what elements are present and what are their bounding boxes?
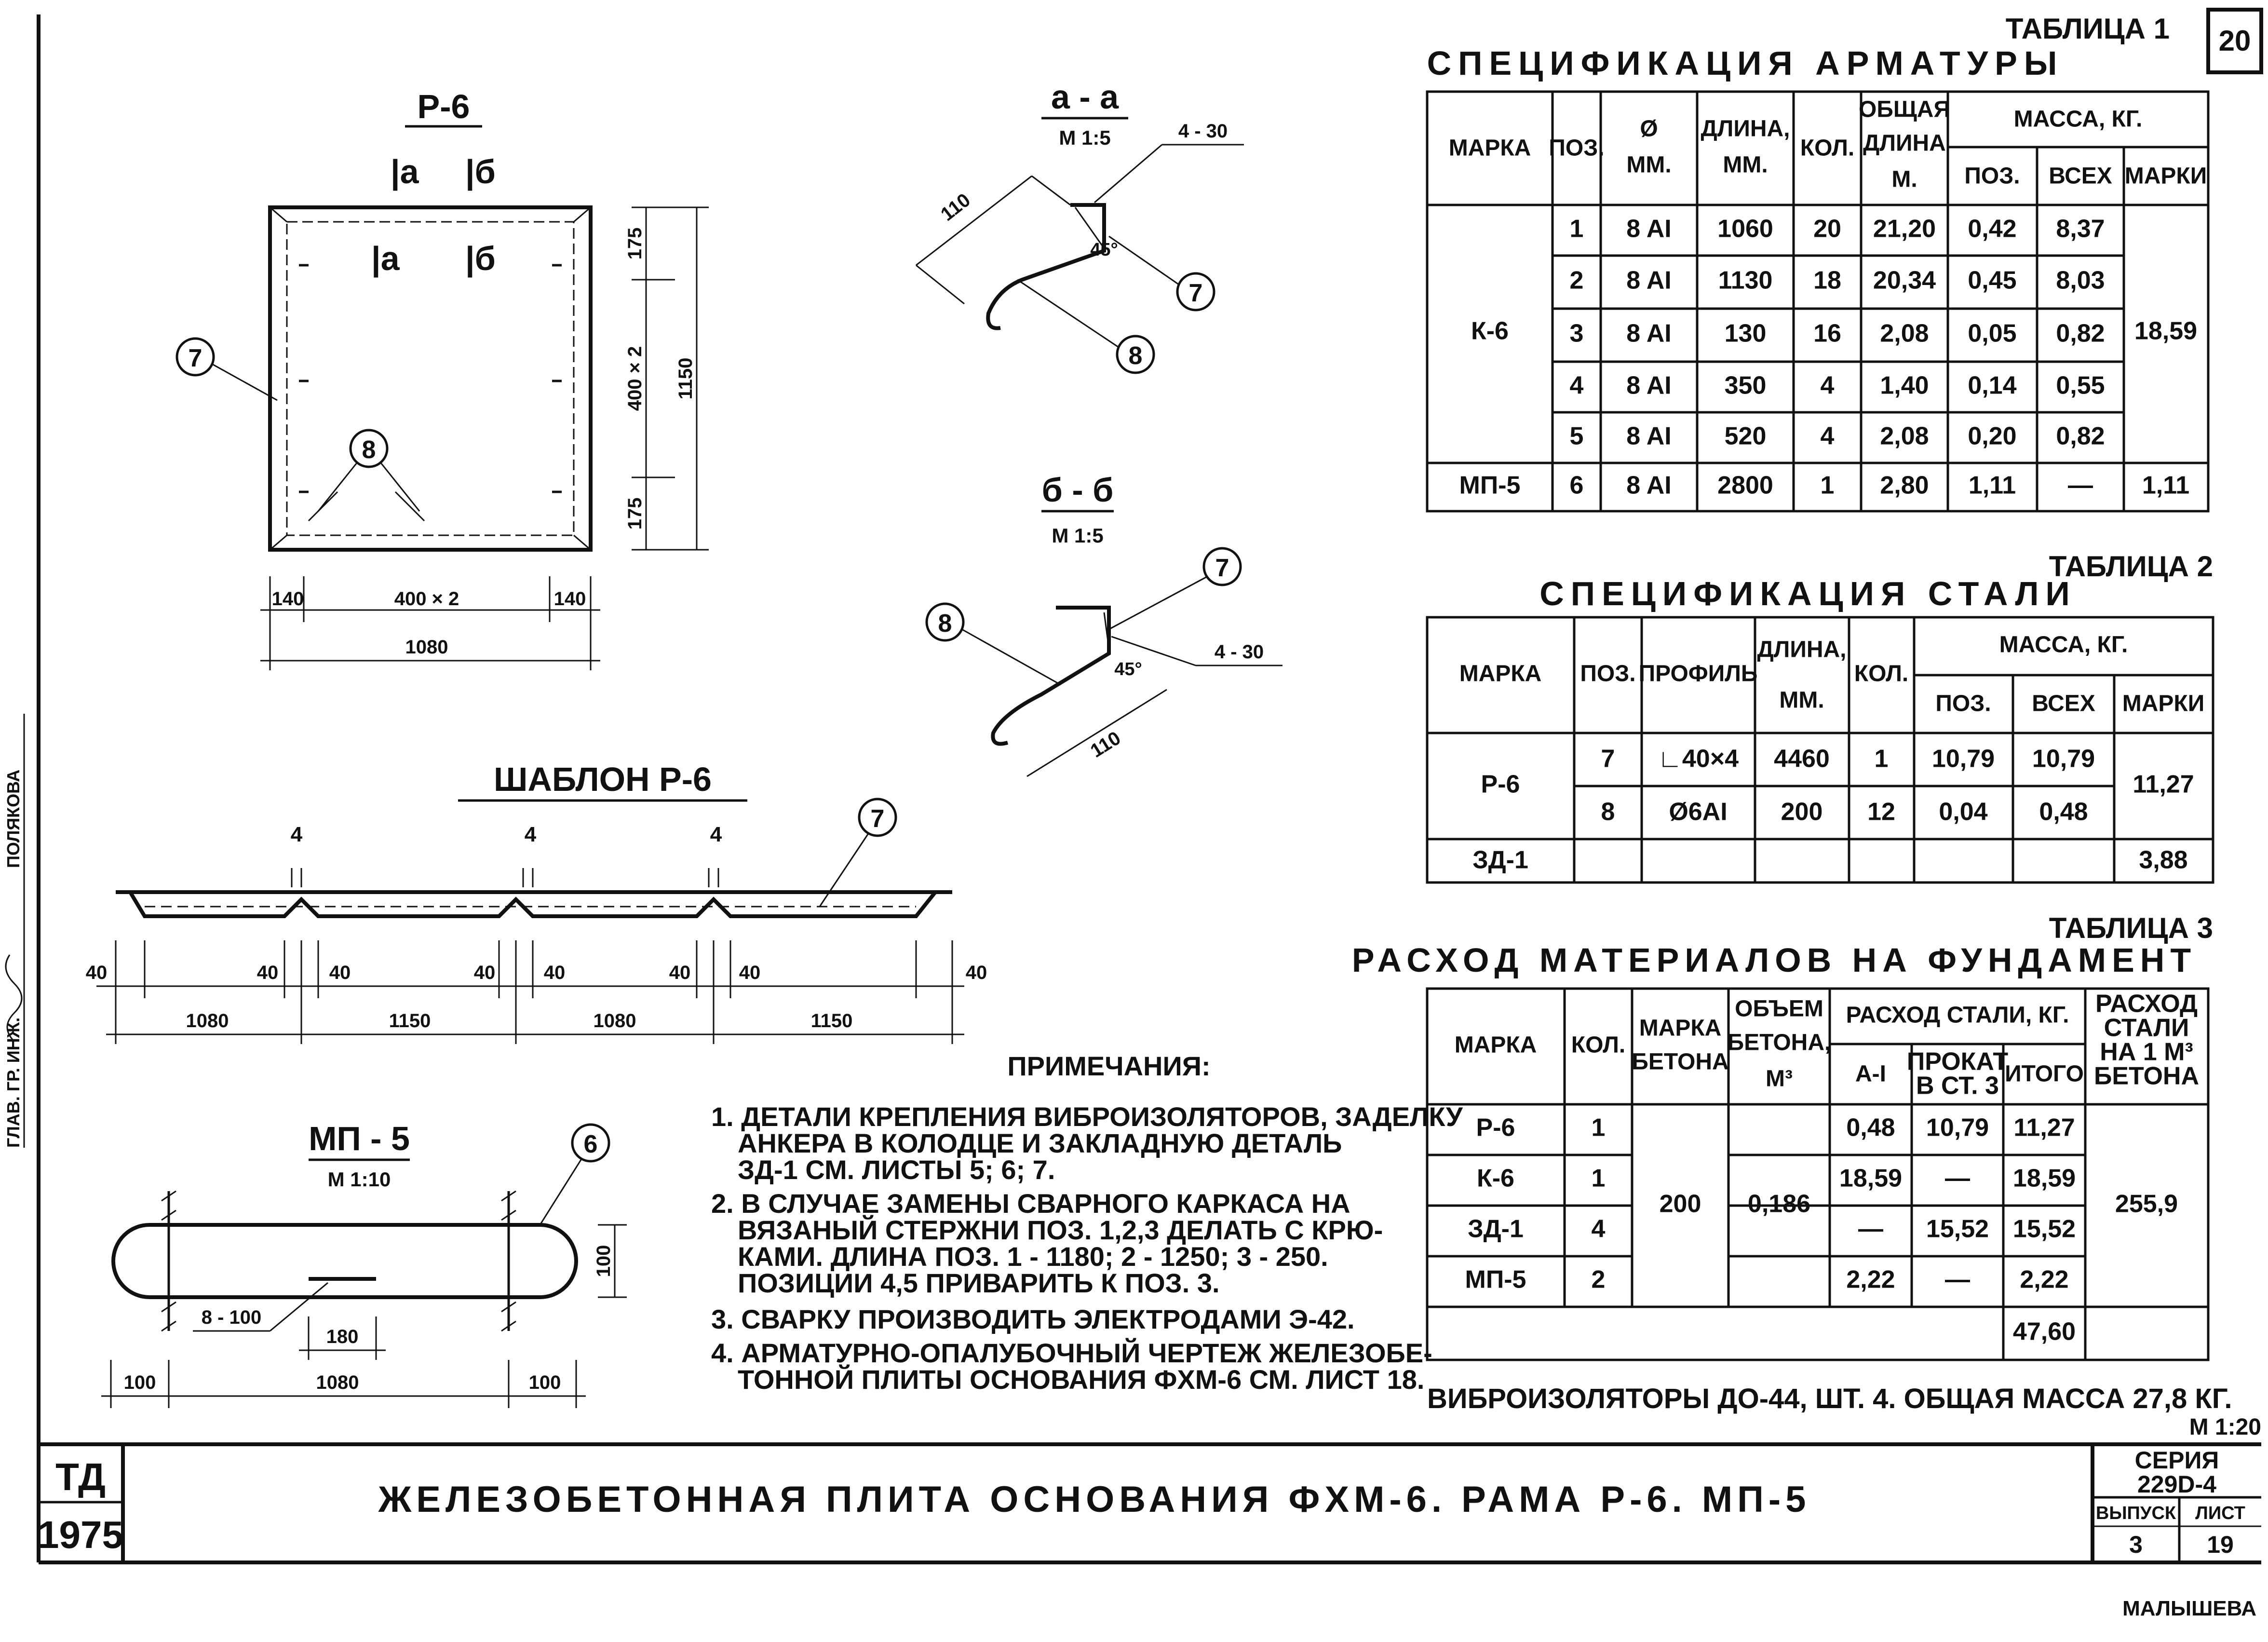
- side-stamp: [3, 714, 24, 1148]
- mp5-loop: [113, 1225, 576, 1297]
- table2-title: СПЕЦИФИКАЦИЯ СТАЛИ: [1539, 575, 2077, 612]
- table-1-reinforcement: [1427, 13, 2208, 511]
- t1-cell: 8 AI: [1626, 319, 1672, 348]
- t1-cell: 0,05: [1968, 319, 2017, 348]
- t1-cell: 2800: [1717, 471, 1773, 500]
- drawing-r6: [177, 88, 709, 670]
- t2-cell: 0,48: [2039, 798, 2088, 826]
- t2-mark-r6: Р-6: [1481, 770, 1520, 799]
- shablon-dim-40-f: 40: [669, 962, 691, 983]
- bb-dim-110: 110: [1087, 727, 1125, 762]
- t3-h-kol: КОЛ.: [1571, 1032, 1626, 1058]
- r6-pos-8: 8: [362, 436, 376, 464]
- t1-h-m-mark: МАРКИ: [2124, 163, 2207, 189]
- t3-row-4: [1465, 1266, 2069, 1294]
- vibro-note: ВИБРОИЗОЛЯТОРЫ ДО-44, ШТ. 4. ОБЩАЯ МАССА 27,8 КГ.: [1427, 1383, 2232, 1414]
- t1-row-2: [1570, 267, 2105, 295]
- list-value: 19: [2207, 1531, 2234, 1558]
- author-name: МАЛЫШЕВА: [2122, 1597, 2256, 1620]
- t3-row-1: [1476, 1114, 2075, 1142]
- t1-cell: 8 AI: [1626, 371, 1672, 400]
- t1-h-kol: КОЛ.: [1800, 135, 1855, 161]
- note-line-10: ТОННОЙ ПЛИТЫ ОСНОВАНИЯ ФХМ-6 СМ. ЛИСТ 18.: [738, 1364, 1425, 1395]
- aa-weld: 4 - 30: [1178, 121, 1228, 142]
- t3-cell: 18,59: [2012, 1164, 2076, 1193]
- t2-mark-zd-mass: 3,88: [2139, 846, 2188, 874]
- shablon-dim-40-g: 40: [739, 962, 761, 983]
- shablon-gap-1: 4: [290, 823, 303, 846]
- t3-cell: 18,59: [1839, 1164, 1903, 1193]
- shablon-dim-40-h: 40: [965, 962, 987, 983]
- t1-cell: 18: [1813, 266, 1841, 295]
- t1-h-total2: ДЛИНА: [1863, 130, 1946, 156]
- t3-h-per2: СТАЛИ: [2104, 1014, 2189, 1042]
- r6-outer-frame: [270, 207, 591, 550]
- dim-1080-h: 1080: [405, 637, 448, 658]
- t1-mark-k6-mass: 18,59: [2134, 317, 2198, 345]
- t2-cell: 10,79: [1931, 745, 1995, 773]
- t1-cell: 6: [1569, 471, 1584, 500]
- t2-h-m-all: ВСЕХ: [2032, 691, 2095, 717]
- t2-h-kol: КОЛ.: [1854, 661, 1909, 687]
- t2-h-marka: МАРКА: [1459, 661, 1542, 687]
- t2-h-len-unit: ММ.: [1779, 687, 1824, 713]
- shablon-dim-40-b: 40: [256, 962, 279, 983]
- seria-value: 229D-4: [2137, 1471, 2216, 1498]
- t3-row-2: [1477, 1165, 2076, 1193]
- t1-cell: 8,03: [2056, 266, 2105, 295]
- note-line-8: 3. СВАРКУ ПРОИЗВОДИТЬ ЭЛЕКТРОДАМИ Э-42.: [711, 1304, 1355, 1334]
- t1-cell: —: [2068, 471, 2093, 500]
- t1-row-3: [1570, 320, 2105, 348]
- t1-cell: 16: [1813, 319, 1841, 348]
- t3-h-a1: А-I: [1855, 1061, 1886, 1087]
- t1-cell: 1: [1569, 215, 1584, 243]
- t3-cell: —: [1945, 1164, 1970, 1193]
- table1-title: СПЕЦИФИКАЦИЯ АРМАТУРЫ: [1427, 44, 2064, 82]
- cut-a-top: |а: [391, 153, 419, 190]
- aa-pos-7: 7: [1188, 279, 1203, 307]
- t1-cell: 8,37: [2056, 215, 2105, 243]
- shablon-dim-1080-b: 1080: [593, 1010, 636, 1031]
- vypusk-label: ВЫПУСК: [2095, 1503, 2176, 1523]
- shablon-dim-40-a: 40: [85, 962, 108, 983]
- note-line-9: 4. АРМАТУРНО-ОПАЛУБОЧНЫЙ ЧЕРТЕЖ ЖЕЛЕЗОБЕ-: [711, 1338, 1432, 1368]
- note-line-7: ПОЗИЦИИ 4,5 ПРИВАРИТЬ К ПОЗ. 3.: [738, 1268, 1220, 1298]
- bb-pos-8: 8: [938, 610, 952, 638]
- t1-h-diam-unit: ММ.: [1626, 152, 1672, 178]
- t2-cell: Ø6AI: [1669, 798, 1728, 826]
- t1-h-total1: ОБЩАЯ: [1859, 96, 1950, 122]
- t2-cell: ∟40×4: [1657, 745, 1739, 773]
- t3-cell: 1: [1591, 1164, 1606, 1193]
- shablon-dim-40-c: 40: [329, 962, 351, 983]
- table2-label: ТАБЛИЦА 2: [2049, 550, 2213, 583]
- t1-h-m-all: ВСЕХ: [2049, 163, 2112, 189]
- table-2-steel: [1427, 550, 2213, 882]
- t3-cell: 15,52: [1926, 1215, 1989, 1243]
- t1-cell: 1130: [1718, 266, 1773, 295]
- t3-total: 47,60: [2012, 1317, 2076, 1346]
- t1-h-mass: МАССА, КГ.: [2013, 106, 2143, 132]
- t1-row-4: [1570, 372, 2105, 400]
- t3-cell: 11,27: [2013, 1113, 2075, 1142]
- bb-title: б - б: [1041, 471, 1114, 509]
- mp5-dim-180: 180: [326, 1326, 359, 1347]
- t3-cell: Р-6: [1476, 1113, 1515, 1142]
- t1-cell: 5: [1569, 422, 1584, 450]
- t2-cell: 200: [1781, 798, 1823, 826]
- vypusk-value: 3: [2129, 1531, 2143, 1558]
- t1-cell: 2: [1569, 266, 1584, 295]
- section-a-a: [916, 78, 1244, 373]
- t1-cell: 1060: [1717, 215, 1773, 243]
- t1-cell: 0,45: [1968, 266, 2017, 295]
- table1-label: ТАБЛИЦА 1: [2005, 13, 2170, 45]
- t3-h-vol1: ОБЪЕМ: [1735, 996, 1823, 1022]
- t1-cell: 8 AI: [1626, 471, 1672, 500]
- t2-cell: 4460: [1774, 745, 1830, 773]
- r6-title: Р-6: [417, 88, 470, 125]
- t1-cell: 4: [1820, 371, 1835, 400]
- t1-h-marka: МАРКА: [1448, 135, 1531, 161]
- t2-row-2: [1601, 798, 2088, 826]
- t1-mark-k6: К-6: [1471, 317, 1509, 345]
- t1-cell: 1,40: [1880, 371, 1929, 400]
- shablon-pos-7: 7: [870, 805, 885, 833]
- note-line-6: КАМИ. ДЛИНА ПОЗ. 1 - 1180; 2 - 1250; 3 - 250.: [738, 1241, 1328, 1272]
- t1-row-6: [1570, 472, 2093, 500]
- side-stamp-name: ПОЛЯКОВА: [3, 769, 23, 868]
- t3-h-vol3: М³: [1766, 1066, 1793, 1092]
- shablon-dim-40-d: 40: [473, 962, 496, 983]
- note-line-1: 1. ДЕТАЛИ КРЕПЛЕНИЯ ВИБРОИЗОЛЯТОРОВ, ЗАДЕЛКУ: [711, 1101, 1463, 1132]
- t3-cell: 10,79: [1926, 1113, 1989, 1142]
- t2-mark-r6-mass: 11,27: [2133, 770, 2194, 799]
- t2-h-m-mark: МАРКИ: [2122, 691, 2205, 717]
- mp5-title: МП - 5: [309, 1120, 410, 1157]
- t1-cell: 0,82: [2056, 319, 2105, 348]
- t3-h-per3: НА 1 М³: [2100, 1038, 2193, 1066]
- t2-mark-zd: ЗД-1: [1472, 846, 1528, 874]
- dim-140-right: 140: [554, 588, 586, 610]
- t3-cell: 15,52: [2012, 1215, 2076, 1243]
- bb-weld: 4 - 30: [1214, 641, 1264, 663]
- t1-cell: 2,08: [1880, 319, 1929, 348]
- t1-cell: 0,42: [1968, 215, 2017, 243]
- t1-cell: 21,20: [1873, 215, 1936, 243]
- t1-cell: 3: [1569, 319, 1584, 348]
- t1-cell: 2,08: [1880, 422, 1929, 450]
- t3-h-vol2: БЕТОНА,: [1727, 1030, 1831, 1056]
- shablon-dim-40-e: 40: [543, 962, 566, 983]
- t3-cell: 4: [1591, 1215, 1606, 1243]
- dim-140-left: 140: [271, 588, 304, 610]
- t2-h-mass: МАССА, КГ.: [1999, 632, 2128, 658]
- t2-h-profile: ПРОФИЛЬ: [1638, 661, 1758, 687]
- table3-title: РАСХОД МАТЕРИАЛОВ НА ФУНДАМЕНТ: [1351, 941, 2197, 979]
- note-line-2: АНКЕРА В КОЛОДЦЕ И ЗАКЛАДНУЮ ДЕТАЛЬ: [738, 1128, 1342, 1158]
- note-line-5: ВЯЗАНЫЙ СТЕРЖНИ ПОЗ. 1,2,3 ДЕЛАТЬ С КРЮ-: [738, 1215, 1383, 1245]
- t1-cell: 2,80: [1880, 471, 1929, 500]
- shablon-title: ШАБЛОН Р-6: [494, 760, 712, 798]
- t1-h-len-unit: ММ.: [1723, 152, 1768, 178]
- t3-cell: 0,48: [1846, 1113, 1895, 1142]
- cut-b-top: |б: [465, 153, 496, 190]
- bb-profile: [993, 608, 1109, 744]
- t3-volume: 0,186: [1747, 1190, 1811, 1218]
- t1-cell: 1,11: [1968, 471, 2016, 500]
- t1-cell: 20,34: [1873, 266, 1936, 295]
- t1-row-5: [1570, 422, 2105, 450]
- t2-cell: 10,79: [2032, 745, 2095, 773]
- t3-cell: МП-5: [1465, 1265, 1526, 1294]
- table3-label: ТАБЛИЦА 3: [2049, 912, 2213, 944]
- t1-h-len: ДЛИНА,: [1701, 116, 1790, 142]
- t3-per-m3: 255,9: [2115, 1190, 2178, 1218]
- notes-block: [711, 1051, 1463, 1395]
- t3-h-prokat2: В СТ. 3: [1916, 1072, 1999, 1100]
- t3-h-beton1: МАРКА: [1639, 1015, 1722, 1041]
- t1-rows: [1570, 215, 2105, 500]
- dim-175-top: 175: [624, 227, 646, 260]
- side-stamp-role: ГЛАВ. ГР. ИНЖ.: [3, 1017, 23, 1148]
- mp5-dim-100-v: 100: [593, 1245, 614, 1277]
- mp5-weld: 8 - 100: [201, 1307, 262, 1328]
- table-3-materials: [1352, 912, 2213, 1360]
- t3-h-beton2: БЕТОНА: [1632, 1049, 1729, 1075]
- t1-cell: 350: [1724, 371, 1767, 400]
- note-line-3: ЗД-1 СМ. ЛИСТЫ 5; 6; 7.: [738, 1154, 1055, 1185]
- main-scale: М 1:20: [2189, 1414, 2261, 1440]
- mp5-scale: М 1:10: [327, 1168, 391, 1191]
- aa-pos-8: 8: [1128, 342, 1143, 370]
- shablon-gap-2: 4: [524, 823, 537, 846]
- t3-beton-grade: 200: [1659, 1190, 1701, 1218]
- bb-scale: М 1:5: [1052, 524, 1104, 547]
- cut-a-inner: |а: [371, 240, 400, 277]
- t3-cell: ЗД-1: [1468, 1215, 1524, 1243]
- bb-pos-7: 7: [1215, 554, 1229, 582]
- mp5-pos-6: 6: [583, 1130, 598, 1158]
- t3-cell: —: [1858, 1215, 1883, 1243]
- seria-label: СЕРИЯ: [2134, 1447, 2219, 1474]
- sheet-number: 20: [2218, 25, 2251, 57]
- t1-cell: 0,20: [1968, 422, 2017, 450]
- r6-pos-7: 7: [188, 344, 202, 372]
- dim-175-bottom: 175: [624, 497, 646, 530]
- drawing-shablon-r6: [86, 760, 987, 1044]
- t1-h-total3: М.: [1891, 166, 1917, 192]
- t2-h-m-poz: ПОЗ.: [1935, 691, 1991, 717]
- t3-cell: 2,22: [2020, 1265, 2069, 1294]
- t3-h-itogo: ИТОГО: [2005, 1061, 2084, 1087]
- org-code: ТД: [55, 1455, 106, 1498]
- org-year: 1975: [38, 1513, 123, 1556]
- cut-b-inner: |б: [465, 240, 496, 277]
- shablon-gap-3: 4: [710, 823, 722, 846]
- title-block: [38, 1444, 2261, 1562]
- t1-cell: 4: [1820, 422, 1835, 450]
- section-b-b: [927, 471, 1282, 776]
- t1-cell: 8 AI: [1626, 266, 1672, 295]
- dim-400x2-v: 400 × 2: [624, 346, 646, 411]
- bb-angle: 45°: [1114, 659, 1142, 679]
- t2-cell: 1: [1874, 745, 1889, 773]
- t3-h-steel: РАСХОД СТАЛИ, КГ.: [1846, 1002, 2069, 1028]
- shablon-profile: [130, 892, 935, 916]
- shablon-dim-1150-a: 1150: [389, 1010, 431, 1031]
- t3-cell: К-6: [1477, 1164, 1514, 1193]
- t1-mark-mp5: МП-5: [1459, 471, 1521, 500]
- t1-h-m-poz: ПОЗ.: [1964, 163, 2020, 189]
- mp5-dim-1080: 1080: [316, 1372, 359, 1393]
- t3-h-marka: МАРКА: [1454, 1032, 1537, 1058]
- t1-cell: 520: [1724, 422, 1767, 450]
- t1-row-1: [1570, 215, 2105, 243]
- list-label: ЛИСТ: [2195, 1503, 2245, 1523]
- drawing-mp5: [101, 1120, 627, 1408]
- t3-cell: 1: [1591, 1113, 1606, 1142]
- shablon-dim-1150-b: 1150: [810, 1010, 853, 1031]
- r6-inner-frame: [287, 222, 574, 535]
- note-line-4: 2. В СЛУЧАЕ ЗАМЕНЫ СВАРНОГО КАРКАСА НА: [711, 1188, 1350, 1219]
- t1-cell: 130: [1724, 319, 1767, 348]
- dim-400x2-h: 400 × 2: [394, 588, 459, 610]
- t3-cell: —: [1945, 1265, 1970, 1294]
- t1-cell: 8 AI: [1626, 215, 1672, 243]
- t1-cell: 8 AI: [1626, 422, 1672, 450]
- aa-dim-110: 110: [937, 189, 974, 225]
- t1-cell: 1: [1820, 471, 1835, 500]
- t3-h-per4: БЕТОНА: [2093, 1062, 2200, 1090]
- aa-scale: М 1:5: [1059, 126, 1111, 149]
- t2-cell: 12: [1867, 798, 1895, 826]
- aa-title: а - а: [1051, 78, 1119, 116]
- t1-cell: 4: [1569, 371, 1584, 400]
- t3-h-per1: РАСХОД: [2095, 990, 2198, 1018]
- t2-cell: 8: [1601, 798, 1615, 826]
- t2-h-poz: ПОЗ.: [1580, 661, 1636, 687]
- t2-cell: 0,04: [1939, 798, 1988, 826]
- mp5-dim-100-a: 100: [123, 1372, 156, 1393]
- t1-cell: 0,55: [2056, 371, 2105, 400]
- t1-cell: 0,14: [1968, 371, 2017, 400]
- shablon-dim-1080-a: 1080: [186, 1010, 229, 1031]
- aa-angle: 45°: [1090, 240, 1118, 260]
- t3-cell: 2: [1591, 1265, 1606, 1294]
- t3-h-prokat1: ПРОКАТ: [1906, 1047, 2009, 1076]
- t1-cell: 20: [1813, 215, 1841, 243]
- t3-cell: 2,22: [1846, 1265, 1895, 1294]
- sheet-title: ЖЕЛЕЗОБЕТОННАЯ ПЛИТА ОСНОВАНИЯ ФХМ-6. РАМА Р-6. МП-5: [378, 1479, 1811, 1520]
- t1-cell: 0,82: [2056, 422, 2105, 450]
- mp5-dim-100-b: 100: [528, 1372, 561, 1393]
- t2-h-len: ДЛИНА,: [1757, 637, 1847, 663]
- t3-row-3: [1468, 1215, 2076, 1243]
- t1-mark-mp5-mass: 1,11: [2142, 471, 2190, 500]
- t1-h-poz: ПОЗ.: [1549, 135, 1605, 161]
- notes-title: ПРИМЕЧАНИЯ:: [1007, 1051, 1211, 1081]
- t1-h-diam: Ø: [1640, 116, 1658, 142]
- t2-cell: 7: [1601, 745, 1615, 773]
- dim-1150-v: 1150: [675, 357, 696, 400]
